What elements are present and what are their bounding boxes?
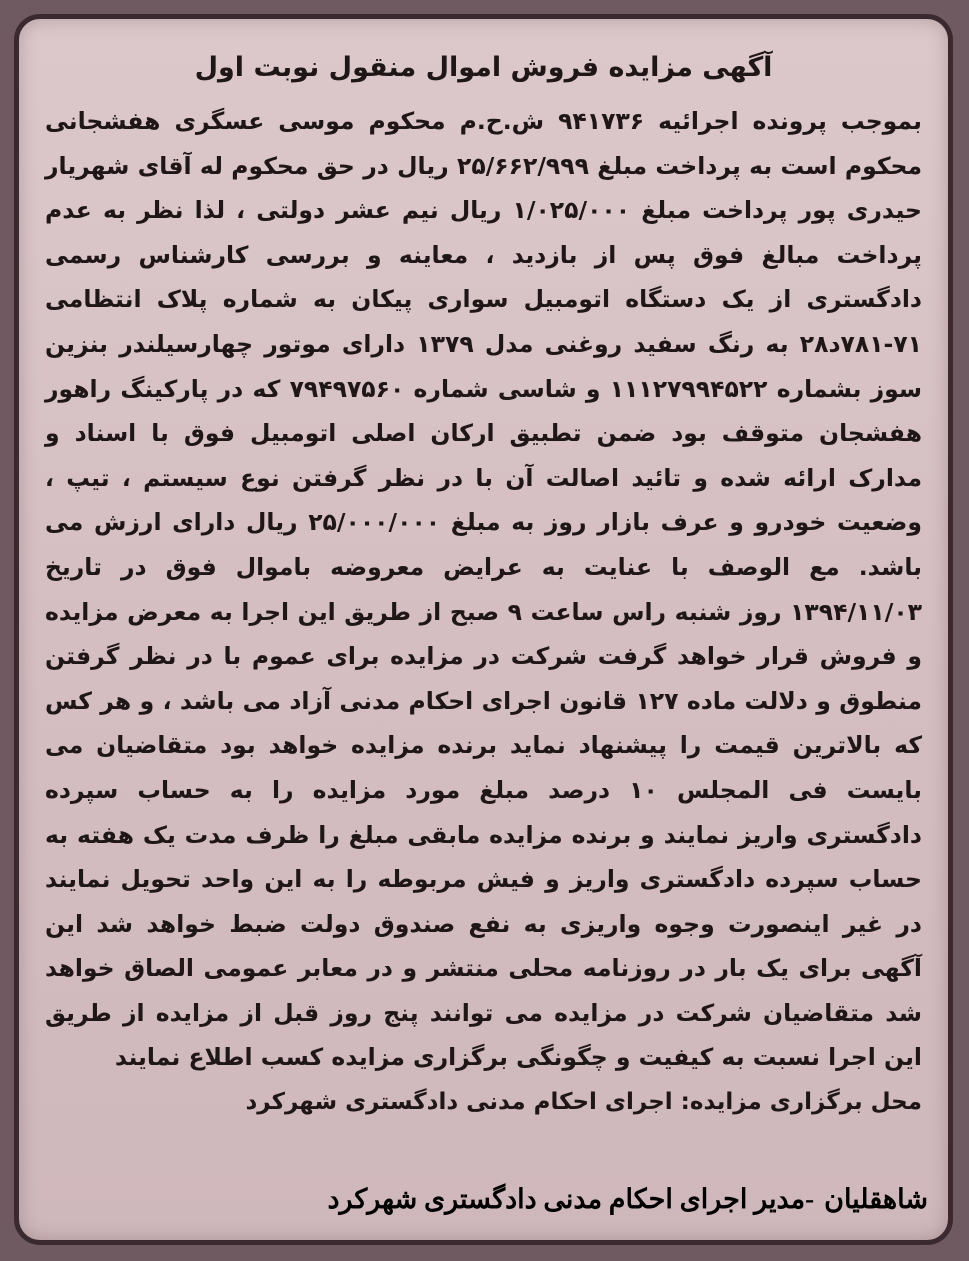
signer-name: شاهقلیان [824,1184,928,1214]
notice-sheet [14,14,953,1245]
notice-body [45,99,922,1080]
notice-signature [327,1176,928,1222]
signer-title: -مدیر اجرای احکام مدنی دادگستری شهرکرد [327,1184,815,1214]
auction-venue: محل برگزاری مزایده: اجرای احکام مدنی دادگستری شهرکرد [245,1089,922,1116]
notice-body-text: بموجب پرونده اجرائیه ۹۴۱۷۳۶ ش.ح.م محکوم موسی عسگری هفشجانی محکوم است به پرداخت مبلغ ۲۵/۶۶۲/۹۹۹ ریال در حق محکوم له آقای شهریار حیدری پور پرداخت مبلغ ۱/۰۲۵/۰۰۰ ریال نیم عشر دولتی ، لذا نظر به عدم پرداخت مبالغ فوق پس از بازدید ، معاینه و بررسی کارشناس رسمی دادگستری از یک دستگاه اتومبیل سواری پیکان به شماره پلاک انتظامی ۷۱-۷۸۱د۲۸ به رنگ سفید روغنی مدل ۱۳۷۹ دارای موتور چهارسیلندر بنزین سوز بشماره ۱۱۱۲۷۹۹۴۵۲۲ و شاسی شماره ۷۹۴۹۷۵۶۰ که در پارکینگ راهور هفشجان متوقف بود ضمن تطبیق ارکان اصلی اتومبیل فوق با اسناد و مدارک ارائه شده و تائید اصالت آن با در نظر گرفتن نوع سیستم ، تیپ ، وضعیت خودرو و عرف بازار روز به مبلغ ۲۵/۰۰۰/۰۰۰ ریال دارای ارزش می باشد. مع الوصف با عنایت به عرایض معروضه باموال فوق در تاریخ ۱۳۹۴/۱۱/۰۳ روز شنبه راس ساعت ۹ صبح از طریق این اجرا به معرض مزایده و فروش قرار خواهد گرفت شرکت در مزایده برای عموم با در نظر گرفتن منطوق و دلالت ماده ۱۲۷ قانون اجرای احکام مدنی آزاد می باشد ، و هر کس که بالاترین قیمت را پیشنهاد نماید برنده مزایده خواهد بود متقاضیان می بایست فی المجلس ۱۰ درصد مبلغ مورد مزایده را به حساب سپرده دادگستری واریز نمایند و برنده مزایده مابقی مبلغ را ظرف مدت یک هفته به حساب سپرده دادگستری واریز و فیش مربوطه را به این واحد تحویل نمایند در غیر اینصورت وجوه واریزی به نفع صندوق دولت ضبط خواهد شد این آگهی برای یک بار در روزنامه محلی منتشر و در معابر عمومی الصاق خواهد شد متقاضیان شرکت در مزایده می توانند پنج روز قبل از مزایده از طریق این اجرا نسبت به کیفیت و چگونگی برگزاری مزایده کسب اطلاع نمایند [45,107,923,1072]
notice-content [45,41,922,1218]
notice-title: آگهی مزایده فروش اموال منقول نوبت اول [194,52,773,83]
